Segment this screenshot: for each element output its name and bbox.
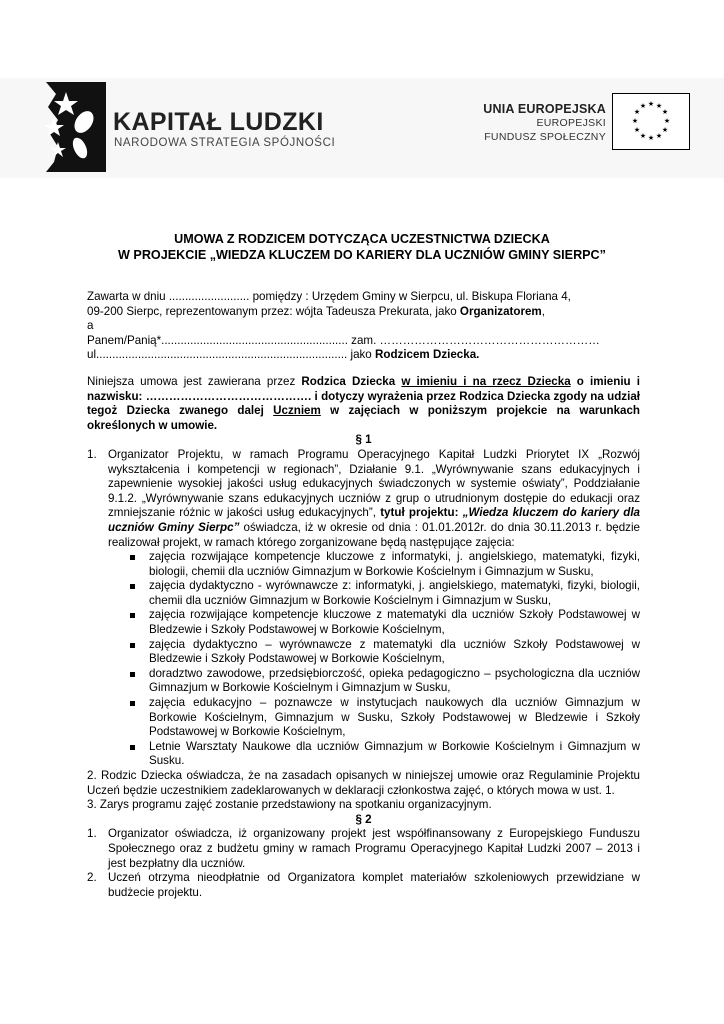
section-1-heading: § 1	[355, 433, 372, 447]
ue-line-2: FUNDUSZ SPOŁECZNY	[484, 131, 606, 143]
activities-list	[87, 550, 640, 769]
intro-line-2: 09-200 Sierpc, reprezentowanym przez: wójta Tadeusza Prekurata, jako Organizatorem,	[87, 304, 545, 318]
section-2-item-2: 2. Uczeń otrzyma nieodpłatnie od Organizatora komplet materiałów szkoleniowych przewidziane w budżecie projektu.	[87, 871, 640, 899]
bullet-icon	[130, 584, 135, 589]
list-item: zajęcia rozwijające kompetencje kluczowe z informatyki, j. angielskiego, matematyki, fizyki, biologii, chemii dla uczniów Gimnazjum w Borkowie Kościelnym i Gimnazjum w Susku,	[130, 550, 640, 579]
svg-text:★: ★	[661, 126, 669, 134]
svg-text:★: ★	[661, 108, 669, 116]
svg-text:★: ★	[631, 117, 639, 125]
kapital-ludzki-title: KAPITAŁ LUDZKI	[113, 108, 324, 136]
intro-line-5: ul.............................................................................. jako Rodzicem Dziecka.	[87, 348, 480, 362]
list-item: zajęcia edukacyjno – poznawcze w instytucjach naukowych dla uczniów Gimnazjum w Borkowie Kościelnym, Gimnazjum w Susku, Szkoły Podstawowej w Bledzewie i Szkoły Podstawowej w Borkowie Kościelnym,	[130, 696, 640, 740]
title-line-1: UMOWA Z RODZICEM DOTYCZĄCA UCZESTNICTWA DZIECKA	[174, 232, 550, 246]
svg-text:★: ★	[639, 132, 647, 140]
bullet-icon	[130, 555, 135, 560]
svg-text:★: ★	[647, 100, 655, 108]
document-title	[0, 231, 724, 263]
list-item: Letnie Warsztaty Naukowe dla uczniów Gimnazjum w Borkowie Kościelnym i Gimnazjum w Susku.	[130, 740, 640, 769]
kapital-ludzki-subtitle: NARODOWA STRATEGIA SPÓJNOŚCI	[114, 137, 336, 149]
bullet-icon	[130, 745, 135, 750]
list-item: zajęcia dydaktyczno - wyrównawcze z: informatyki, j. angielskiego, matematyki, fizyki, biologii, chemii dla uczniów Gimnazjum w Borkowie Kościelnym i Gimnazjum w Susku,	[130, 579, 640, 608]
svg-text:★: ★	[663, 117, 671, 125]
svg-text:★: ★	[639, 102, 647, 110]
document-body	[87, 290, 640, 900]
list-item: zajęcia rozwijające kompetencje kluczowe z matematyki dla uczniów Szkoły Podstawowej w Bledzewie i Szkoły Podstawowej w Borkowie Kościelnym,	[130, 608, 640, 637]
svg-text:★: ★	[633, 126, 641, 134]
agreement-paragraph: Niniejsza umowa jest zawierana przez Rodzica Dziecka w imieniu i na rzecz Dziecka o imieniu i nazwisku: ……………………………………. i dotyczy wyrażenia przez Rodzica Dziecka zgody na udział tegoż Dziecka zwanego dalej Uczniem w zajęciach w poniższym projekcie na warunkach określonych w umowie.	[87, 374, 640, 432]
bullet-icon	[130, 672, 135, 677]
intro-line-1: Zawarta w dniu ......................... pomiędzy : Urzędem Gminy w Sierpcu, ul. Biskupa Floriana 4,	[87, 290, 571, 303]
ue-line-1: EUROPEJSKI	[536, 117, 606, 129]
list-item: doradztwo zawodowe, przedsiębiorczość, opieka pedagogiczno – psychologiczna dla uczniów Gimnazjum w Borkowie Kościelnym i Gimnazjum w Susku,	[130, 667, 640, 696]
eu-flag-icon	[612, 93, 690, 150]
svg-text:★: ★	[647, 134, 655, 142]
bullet-icon	[130, 613, 135, 618]
intro-line-3: a	[87, 319, 94, 333]
item-number: 1.	[87, 827, 97, 841]
section-2-item-1: 1. Organizator oświadcza, iż organizowany projekt jest współfinansowany z Europejskiego Funduszu Społecznego oraz z budżetu gminy w ramach Programu Operacyjnego Kapitał Ludzki 2007 – 2013 i jest bezpłatny dla uczniów.	[87, 827, 640, 870]
bullet-icon	[130, 643, 135, 648]
ue-text-block	[483, 102, 606, 144]
title-line-2: W PROJEKCIE „WIEDZA KLUCZEM DO KARIERY DLA UCZNIÓW GMINY SIERPC”	[118, 248, 606, 262]
section-1-item-2: 2. Rodzic Dziecka oświadcza, że na zasadach opisanych w niniejszej umowie oraz Regulaminie Projektu Uczeń będzie uczestnikiem zadeklarowanych w deklaracji członkostwa zajęć, o których mowa w ust. 1.	[87, 769, 640, 797]
section-2-heading: § 2	[355, 812, 372, 826]
item-number: 2.	[87, 871, 97, 885]
bullet-icon	[130, 701, 135, 706]
svg-text:★: ★	[655, 102, 663, 110]
kapital-ludzki-logo-icon	[36, 82, 106, 172]
section-1-item-3: 3. Zarys programu zajęć zostanie przedstawiony na spotkaniu organizacyjnym.	[87, 798, 492, 812]
item-number: 1.	[87, 447, 97, 461]
svg-text:★: ★	[655, 132, 663, 140]
ue-title: UNIA EUROPEJSKA	[483, 102, 606, 116]
intro-line-4: Panem/Panią*.......................................................... zam. …………………………………………………	[87, 333, 600, 347]
svg-text:★: ★	[633, 108, 641, 116]
list-item: zajęcia dydaktyczno – wyrównawcze z matematyki dla uczniów Szkoły Podstawowej w Bledzewie i Szkoły Podstawowej w Borkowie Kościelnym,	[130, 638, 640, 667]
section-1-item-1: 1. Organizator Projektu, w ramach Programu Operacyjnego Kapitał Ludzki Priorytet IX „Rozwój wykształcenia i kompetencji w regionach”, Działanie 9.1. „Wyrównywanie szans edukacyjnych i zapewnienie wysokiej jakości usług edukacyjnych świadczonych w systemie oświaty”, Poddziałanie 9.1.2. „Wyrównywanie szans edukacyjnych uczniów z grup o utrudnionym dostępie do edukacji oraz zmniejszanie różnic w jakości usług edukacyjnych”, tytuł projektu: „Wiedza kluczem do kariery dla uczniów Gminy Sierpc” oświadcza, iż w okresie od dnia : 01.01.2012r. do dnia 30.11.2013 r. będzie realizował projekt, w ramach którego zorganizowane będą następujące zajęcia:	[87, 447, 640, 549]
